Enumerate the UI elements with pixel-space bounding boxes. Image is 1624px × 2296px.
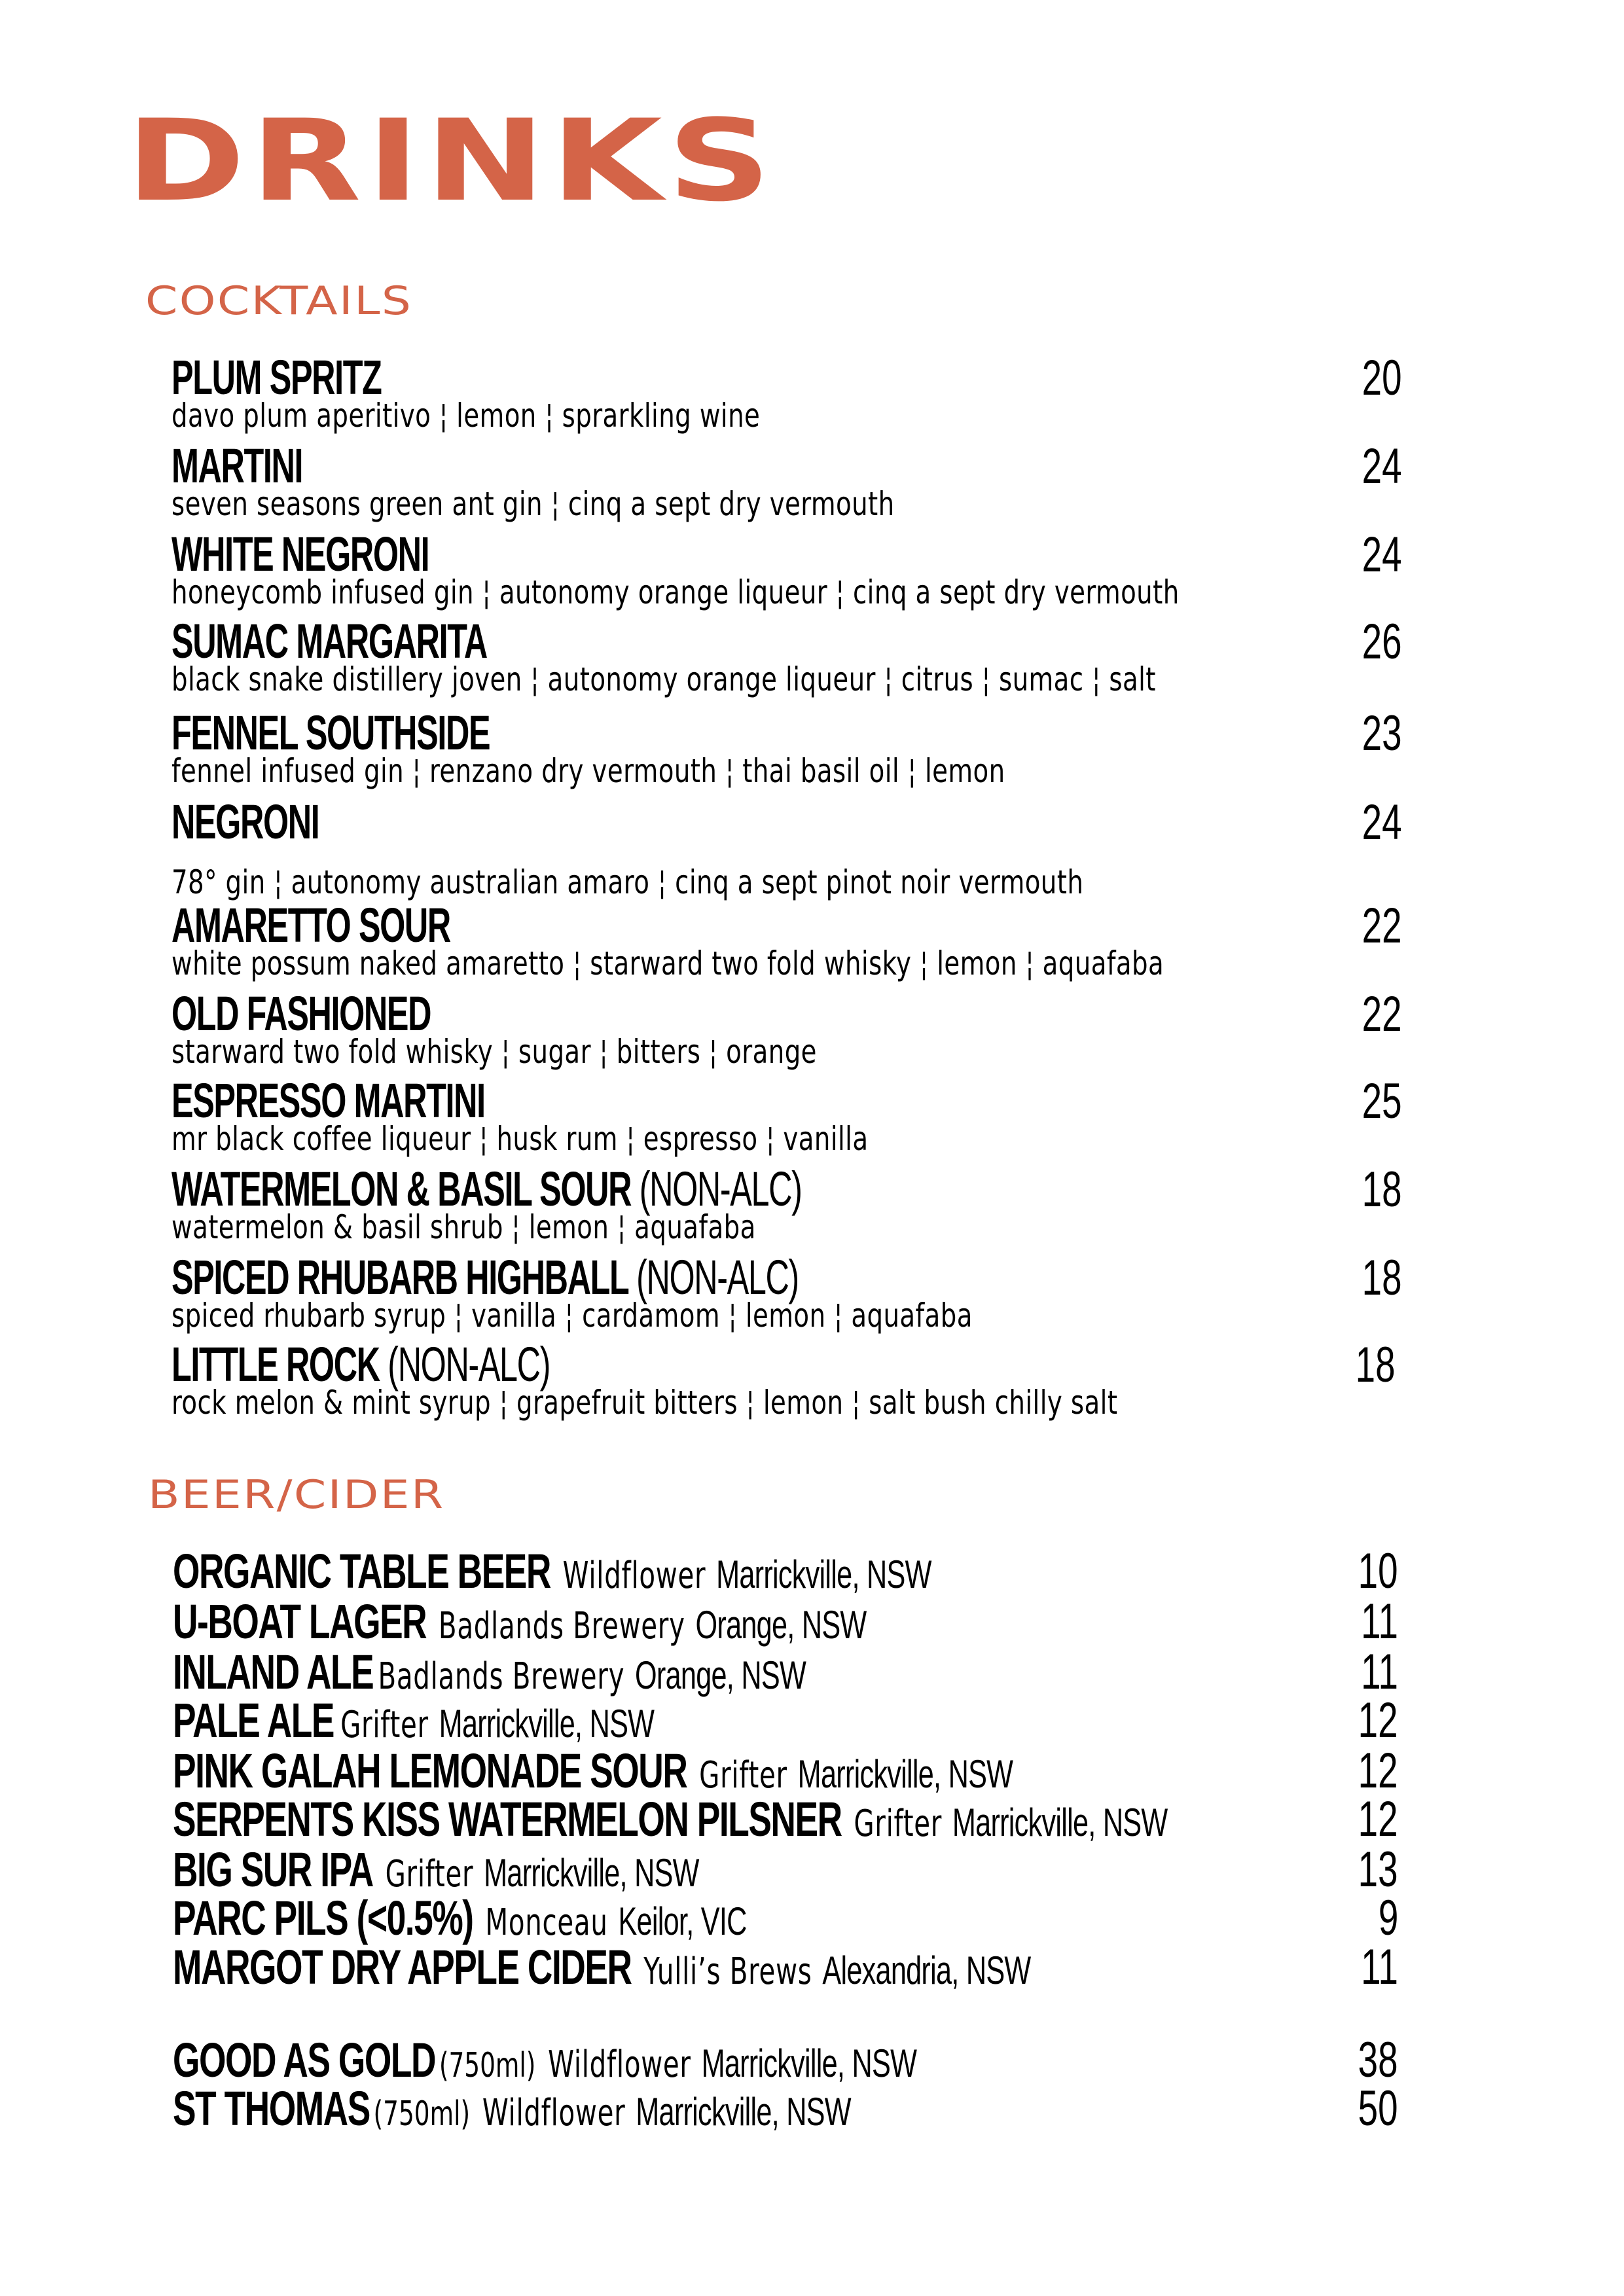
- cocktail-item: [171, 1337, 1402, 1422]
- cocktail-item: [171, 439, 1402, 523]
- section-heading-cocktails: COCKTAILS: [145, 278, 413, 324]
- beer-brewer: Grifter: [699, 1754, 787, 1797]
- cocktail-price: 22: [1362, 986, 1402, 1042]
- cocktail-name: NEGRONI: [171, 795, 319, 849]
- beer-location: Orange, NSW: [635, 1653, 806, 1697]
- beer-item: [173, 1890, 1398, 1946]
- beer-price: 12: [1358, 1791, 1398, 1847]
- cocktail-name: SUMAC MARGARITA: [171, 614, 487, 668]
- non-alc-tag: (NON-ALC): [639, 1162, 802, 1216]
- cocktail-price: 18: [1356, 1337, 1396, 1393]
- beer-location: Marrickville, NSW: [716, 1552, 931, 1596]
- beer-location: Marrickville, NSW: [636, 2090, 851, 2134]
- beer-item: [173, 1693, 1398, 1749]
- beer-brewer: Monceau: [485, 1901, 608, 1944]
- beer-price: 38: [1358, 2032, 1398, 2088]
- cocktail-item: [171, 898, 1402, 982]
- beer-item: [173, 1743, 1398, 1799]
- non-alc-tag: (NON-ALC): [636, 1250, 799, 1304]
- non-alc-tag: (NON-ALC): [388, 1337, 550, 1391]
- cocktail-description: starward two fold whisky ¦ sugar ¦ bitters ¦ orange: [171, 1033, 817, 1071]
- bottle-size: (750ml): [439, 2046, 536, 2085]
- cocktail-item: [171, 986, 1402, 1071]
- cocktail-name: ESPRESSO MARTINI: [171, 1073, 485, 1128]
- cocktail-description: seven seasons green ant gin ¦ cinq a sept dry vermouth: [171, 485, 895, 523]
- large-format-item: [173, 2081, 1398, 2137]
- beer-location: Marrickville, NSW: [439, 1702, 655, 1746]
- cocktail-item: [171, 1162, 1402, 1246]
- beer-name: ST THOMAS: [173, 2081, 370, 2136]
- cocktail-price: 18: [1362, 1162, 1402, 1217]
- beer-item: [173, 1939, 1398, 1996]
- cocktail-price: 26: [1362, 614, 1402, 670]
- beer-location: Marrickville, NSW: [484, 1851, 699, 1895]
- beer-name: PALE ALE: [173, 1693, 334, 1748]
- beer-price: 11: [1361, 1939, 1398, 1995]
- beer-item: [173, 1644, 1398, 1700]
- cocktail-name: OLD FASHIONED: [171, 986, 431, 1041]
- cocktail-name: SPICED RHUBARB HIGHBALL (NON-ALC): [171, 1250, 799, 1304]
- cocktail-description: watermelon & basil shrub ¦ lemon ¦ aquafaba: [171, 1208, 756, 1246]
- beer-price: 12: [1358, 1743, 1398, 1799]
- beer-price: 10: [1358, 1543, 1398, 1599]
- cocktail-price: 24: [1362, 527, 1402, 583]
- beer-brewer: Wildflower: [482, 2092, 626, 2134]
- beer-brewer: Badlands Brewery: [438, 1605, 685, 1647]
- beer-name: BIG SUR IPA: [173, 1842, 373, 1897]
- large-format-item: [173, 2032, 1398, 2089]
- beer-location: Alexandria, NSW: [822, 1948, 1031, 1992]
- cocktail-name: AMARETTO SOUR: [171, 898, 450, 952]
- beer-item: [173, 1791, 1398, 1848]
- beer-brewer: Wildflower: [562, 1554, 706, 1597]
- cocktail-description: 78° gin ¦ autonomy australian amaro ¦ cinq a sept pinot noir vermouth: [171, 863, 1084, 901]
- cocktail-description: mr black coffee liqueur ¦ husk rum ¦ espresso ¦ vanilla: [171, 1120, 869, 1158]
- beer-price: 12: [1358, 1693, 1398, 1748]
- cocktail-price: 24: [1362, 439, 1402, 494]
- beer-name: INLAND ALE: [173, 1645, 374, 1699]
- cocktail-item: [171, 1073, 1402, 1158]
- beer-brewer: Wildflower: [548, 2043, 691, 2086]
- beer-item: [173, 1842, 1398, 1898]
- beer-brewer: Grifter: [385, 1853, 474, 1895]
- beer-name: PARC PILS (<0.5%): [173, 1891, 473, 1945]
- beer-name: SERPENTS KISS WATERMELON PILSNER: [173, 1792, 842, 1846]
- beer-name: PINK GALAH LEMONADE SOUR: [173, 1744, 687, 1798]
- beer-brewer: Yulli’s Brews: [643, 1950, 812, 1993]
- cocktail-description: spiced rhubarb syrup ¦ vanilla ¦ cardamom ¦ lemon ¦ aquafaba: [171, 1297, 973, 1335]
- cocktail-item: [171, 614, 1402, 698]
- beer-name: ORGANIC TABLE BEER: [173, 1544, 550, 1598]
- cocktail-item: [171, 795, 1402, 901]
- beer-brewer: Grifter: [340, 1704, 429, 1746]
- cocktail-price: 23: [1362, 706, 1402, 761]
- cocktail-description: rock melon & mint syrup ¦ grapefruit bitters ¦ lemon ¦ salt bush chilly salt: [171, 1384, 1118, 1422]
- cocktail-name: WHITE NEGRONI: [171, 527, 429, 581]
- beer-price: 9: [1378, 1890, 1398, 1946]
- beer-name: GOOD AS GOLD: [173, 2033, 436, 2087]
- cocktail-item: [171, 527, 1402, 611]
- beer-location: Marrickville, NSW: [952, 1801, 1168, 1844]
- cocktail-name: LITTLE ROCK (NON-ALC): [171, 1337, 550, 1391]
- cocktail-description: honeycomb infused gin ¦ autonomy orange liqueur ¦ cinq a sept dry vermouth: [171, 573, 1180, 611]
- beer-location: Keilor, VIC: [618, 1899, 747, 1943]
- beer-brewer: Badlands Brewery: [378, 1655, 625, 1698]
- beer-name: MARGOT DRY APPLE CIDER: [173, 1940, 632, 1994]
- page-title: DRINKS: [126, 95, 776, 226]
- beer-location: Orange, NSW: [695, 1603, 867, 1647]
- cocktail-price: 18: [1362, 1250, 1402, 1306]
- cocktail-item: [171, 1250, 1402, 1335]
- cocktail-name: WATERMELON & BASIL SOUR (NON-ALC): [171, 1162, 802, 1216]
- beer-name: U-BOAT LAGER: [173, 1594, 427, 1649]
- bottle-size: (750ml): [373, 2094, 471, 2134]
- beer-price: 13: [1358, 1842, 1398, 1897]
- section-heading-beer-cider: BEER/CIDER: [148, 1472, 445, 1518]
- cocktail-price: 20: [1362, 350, 1402, 406]
- cocktail-description: fennel infused gin ¦ renzano dry vermouth ¦ thai basil oil ¦ lemon: [171, 752, 1005, 790]
- beer-price: 11: [1361, 1644, 1398, 1700]
- cocktail-name: PLUM SPRITZ: [171, 350, 382, 404]
- cocktail-price: 24: [1362, 795, 1402, 850]
- cocktail-price: 22: [1362, 898, 1402, 954]
- cocktail-description: black snake distillery joven ¦ autonomy orange liqueur ¦ citrus ¦ sumac ¦ salt: [171, 660, 1156, 698]
- cocktail-name: FENNEL SOUTHSIDE: [171, 706, 490, 760]
- beer-price: 11: [1361, 1594, 1398, 1649]
- cocktail-item: [171, 350, 1402, 435]
- cocktail-description: davo plum aperitivo ¦ lemon ¦ sprarkling wine: [171, 397, 761, 435]
- beer-item: [173, 1543, 1398, 1600]
- cocktail-name: MARTINI: [171, 439, 303, 493]
- beer-price: 50: [1358, 2081, 1398, 2136]
- cocktail-price: 25: [1362, 1073, 1402, 1129]
- beer-item: [173, 1594, 1398, 1650]
- beer-location: Marrickville, NSW: [797, 1752, 1013, 1796]
- cocktail-item: [171, 706, 1402, 790]
- cocktail-description: white possum naked amaretto ¦ starward two fold whisky ¦ lemon ¦ aquafaba: [171, 944, 1164, 982]
- beer-brewer: Grifter: [854, 1803, 943, 1845]
- beer-location: Marrickville, NSW: [701, 2041, 917, 2085]
